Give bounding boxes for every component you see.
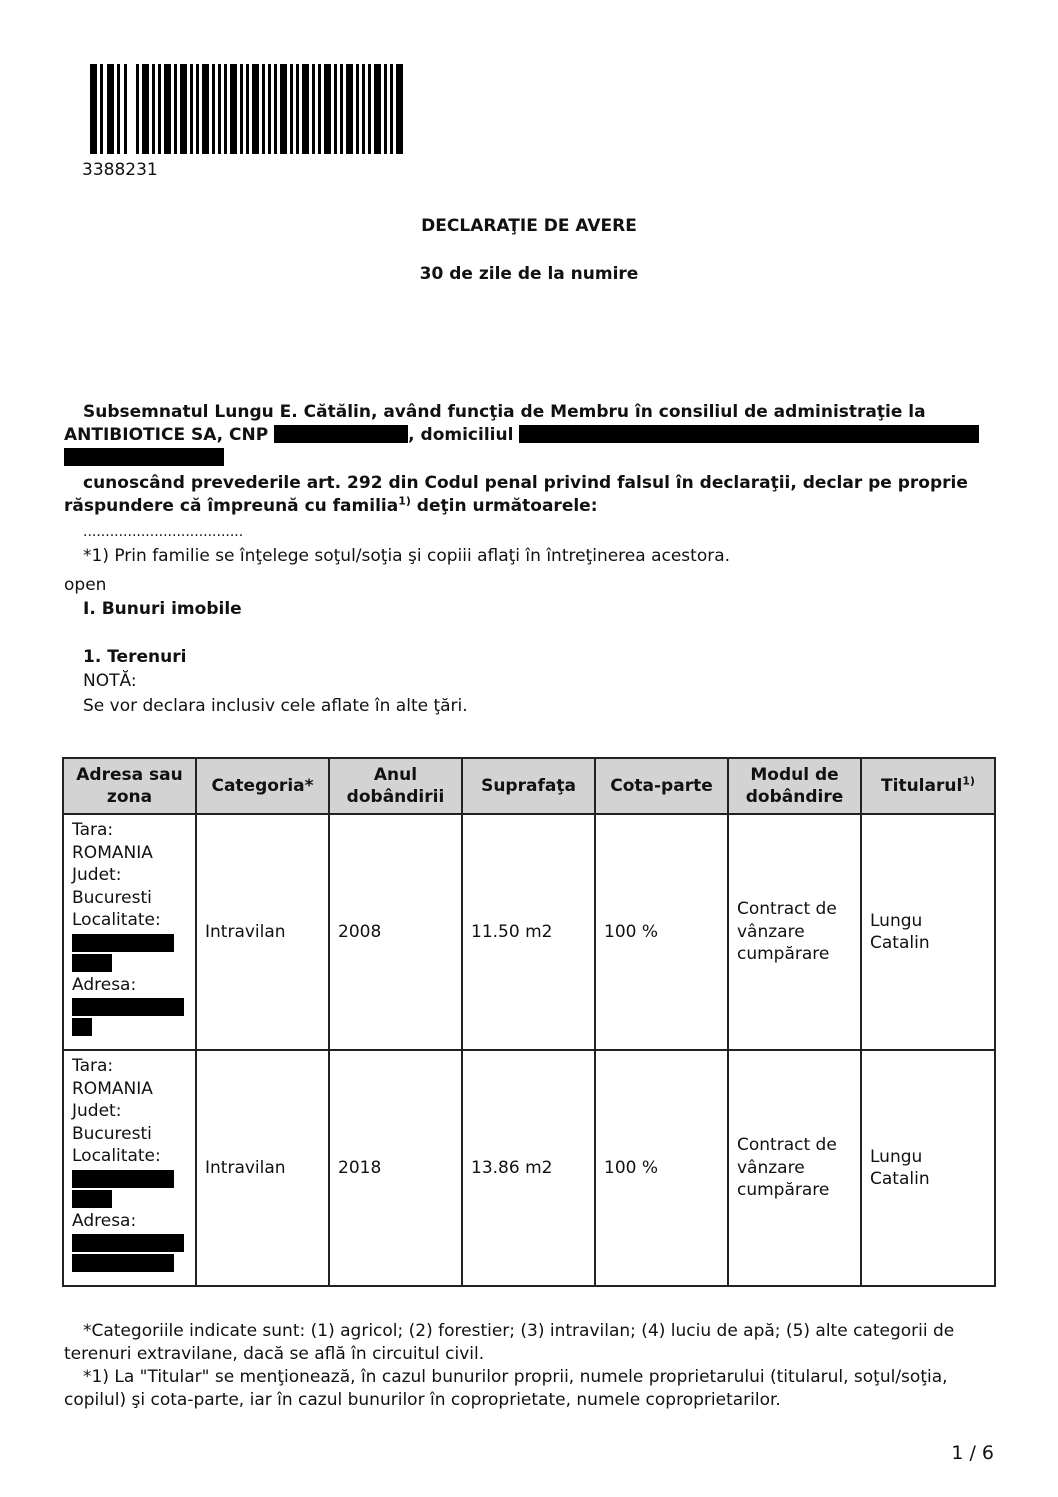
section-title: I. Bunuri imobile bbox=[83, 599, 242, 619]
intro-part1: Subsemnatul Lungu E. Cătălin, având funcţia de Membru în consiliul de administraţie la ANTIBIOTICE SA, CNP bbox=[64, 402, 926, 445]
footnote-marker: 1) bbox=[398, 494, 411, 508]
judet-value: Bucuresti bbox=[72, 887, 152, 908]
header-titular-sup: 1) bbox=[962, 774, 975, 788]
intro-part2: , domiciliul bbox=[408, 425, 514, 445]
redacted-localitate-cont bbox=[72, 954, 112, 972]
cell-titular: Lungu Catalin bbox=[861, 1050, 995, 1286]
adresa-label: Adresa: bbox=[72, 974, 137, 995]
redacted-address-cont bbox=[64, 448, 224, 466]
footnote-categories bbox=[64, 1320, 994, 1366]
localitate-label: Localitate: bbox=[72, 1146, 161, 1166]
redacted-localitate bbox=[72, 1170, 174, 1188]
declaration-paragraph bbox=[64, 472, 994, 518]
cell-anul: 2008 bbox=[329, 814, 462, 1050]
nota-label: NOTĂ: bbox=[83, 671, 137, 691]
adresa-label: Adresa: bbox=[72, 1210, 137, 1231]
footnote-titular bbox=[64, 1366, 994, 1412]
document-subtitle: 30 de zile de la numire bbox=[419, 264, 639, 284]
table-header-row bbox=[63, 758, 995, 814]
header-cota: Cota-parte bbox=[595, 758, 728, 814]
declaration-text-end: deţin următoarele: bbox=[410, 496, 598, 516]
redacted-adresa bbox=[72, 998, 184, 1016]
open-label: open bbox=[64, 575, 107, 595]
judet-value: Bucuresti bbox=[72, 1123, 152, 1144]
judet-label: Judet: bbox=[72, 1101, 122, 1121]
cell-modul: Contract de vânzare cumpărare bbox=[728, 1050, 861, 1286]
barcode bbox=[90, 64, 572, 154]
header-modul: Modul de dobândire bbox=[728, 758, 861, 814]
redacted-adresa-cont bbox=[72, 1018, 92, 1036]
cell-cota: 100 % bbox=[595, 814, 728, 1050]
cell-anul: 2018 bbox=[329, 1050, 462, 1286]
header-categoria: Categoria* bbox=[196, 758, 329, 814]
judet-label: Judet: bbox=[72, 865, 122, 885]
dots-line: .................................... bbox=[83, 524, 244, 540]
footnote-titular-text: *1) La "Titular" se menţionează, în cazul bunurilor proprii, numele proprietarului (titularul, soţul/soţia, copilul) şi cota-parte, iar în cazul bunurilor în coproprietate, numele coproprietarilor. bbox=[64, 1367, 948, 1410]
table-row bbox=[63, 814, 995, 1050]
document-title: DECLARAŢIE DE AVERE bbox=[421, 216, 637, 236]
cell-modul: Contract de vânzare cumpărare bbox=[728, 814, 861, 1050]
redacted-localitate-cont bbox=[72, 1190, 112, 1208]
header-suprafata: Suprafaţa bbox=[462, 758, 595, 814]
redacted-address bbox=[519, 425, 979, 443]
tara-value: ROMANIA bbox=[72, 842, 153, 863]
tara-value: ROMANIA bbox=[72, 1078, 153, 1099]
footnote-family: *1) Prin familie se înţelege soţul/soţia şi copiii aflaţi în întreţinerea acestora. bbox=[83, 546, 731, 566]
land-table bbox=[62, 757, 996, 1287]
redacted-cnp bbox=[274, 425, 408, 443]
page-number: 1 / 6 bbox=[951, 1442, 994, 1464]
cell-categoria: Intravilan bbox=[196, 814, 329, 1050]
subsection-title: 1. Terenuri bbox=[83, 647, 187, 667]
declarant-paragraph bbox=[64, 401, 994, 470]
header-anul: Anul dobândirii bbox=[329, 758, 462, 814]
cell-suprafata: 13.86 m2 bbox=[462, 1050, 595, 1286]
cell-adresa bbox=[63, 814, 196, 1050]
barcode-number: 3388231 bbox=[82, 160, 158, 180]
cell-categoria: Intravilan bbox=[196, 1050, 329, 1286]
cell-titular: Lungu Catalin bbox=[861, 814, 995, 1050]
declaration-text: cunoscând prevederile art. 292 din Codul penal privind falsul în declaraţii, declar pe proprie răspundere că împreună cu familia bbox=[64, 473, 968, 516]
localitate-label: Localitate: bbox=[72, 910, 161, 930]
footnote-categories-text: *Categoriile indicate sunt: (1) agricol; (2) forestier; (3) intravilan; (4) luciu de apă; (5) alte categorii de terenuri extravilane, dacă se află în circuitul civil. bbox=[64, 1321, 955, 1364]
table-row bbox=[63, 1050, 995, 1286]
header-adresa: Adresa sau zona bbox=[63, 758, 196, 814]
redacted-adresa-cont bbox=[72, 1254, 174, 1272]
header-titular-label: Titularul bbox=[881, 775, 963, 796]
redacted-adresa bbox=[72, 1234, 184, 1252]
tara-label: Tara: bbox=[72, 1056, 114, 1076]
redacted-localitate bbox=[72, 934, 174, 952]
header-titular bbox=[861, 758, 995, 814]
nota-text: Se vor declara inclusiv cele aflate în alte ţări. bbox=[83, 696, 468, 716]
cell-cota: 100 % bbox=[595, 1050, 728, 1286]
cell-adresa bbox=[63, 1050, 196, 1286]
tara-label: Tara: bbox=[72, 820, 114, 840]
cell-suprafata: 11.50 m2 bbox=[462, 814, 595, 1050]
